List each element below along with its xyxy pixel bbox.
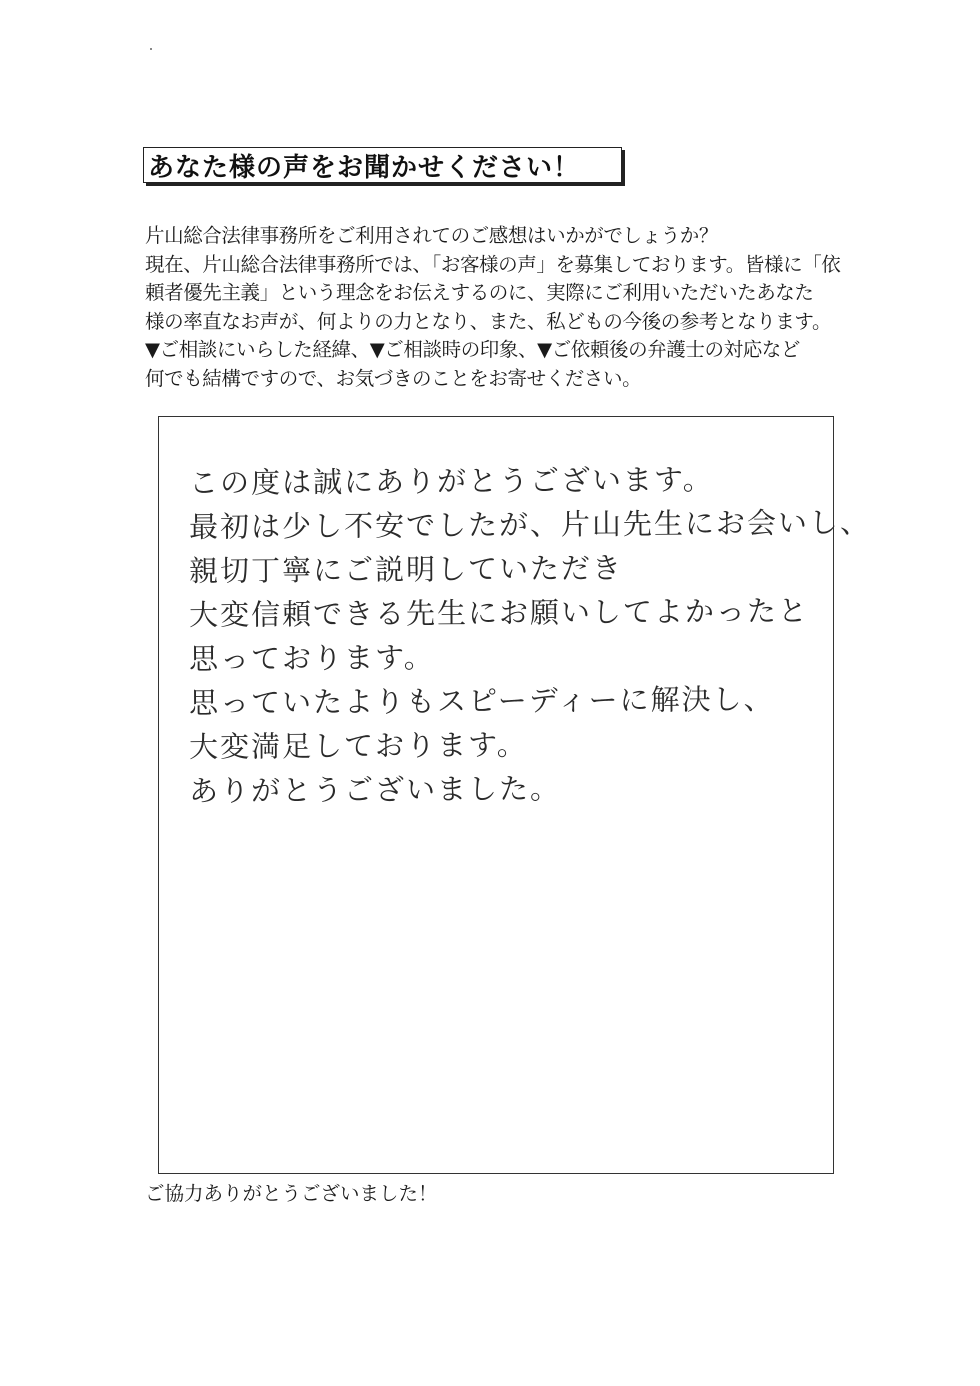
response-box xyxy=(158,416,872,1174)
response-line: この度は誠にありがとうございます。 xyxy=(188,462,714,500)
intro-line: ▼ご相談にいらした経緯、▼ご相談時の印象、▼ご依頼後の弁護士の対応など xyxy=(145,338,800,361)
response-line: 思っております。 xyxy=(188,640,435,676)
response-line: 大変満足しております。 xyxy=(188,727,528,764)
handwritten-response xyxy=(188,461,872,813)
scan-speck xyxy=(150,48,152,50)
response-line: 大変信頼できる先生にお願いしてよかったと xyxy=(188,593,810,632)
response-line: ありがとうございました。 xyxy=(188,771,562,808)
intro-line: 頼者優先主義」という理念をお伝えするのに、実際にご利用いただいたあなた xyxy=(145,281,814,304)
page-title: あなた様の声をお聞かせください！ xyxy=(148,152,581,183)
intro-line: 様の率直なお声が、何よりの力となり、また、私どもの今後の参考となります。 xyxy=(145,309,832,333)
intro-line: 片山総合法律事務所をご利用されてのご感想はいかがでしょうか？ xyxy=(145,224,719,247)
page-title-box xyxy=(143,147,622,183)
response-line: 最初は少し不安でしたが、片山先生にお会いし、 xyxy=(188,505,872,544)
response-line: 思っていたよりもスピーディーに解決し、 xyxy=(188,681,775,720)
intro-line: 現在、片山総合法律事務所では、「お客様の声」を募集しております。皆様に「依 xyxy=(145,252,841,276)
intro-line: 何でも結構ですので、お気づきのことをお寄せください。 xyxy=(145,366,642,390)
response-line: 親切丁寧にご説明していただき xyxy=(188,550,624,588)
intro-paragraph xyxy=(145,222,865,393)
closing-thanks: ご協力ありがとうございました！ xyxy=(145,1182,438,1205)
